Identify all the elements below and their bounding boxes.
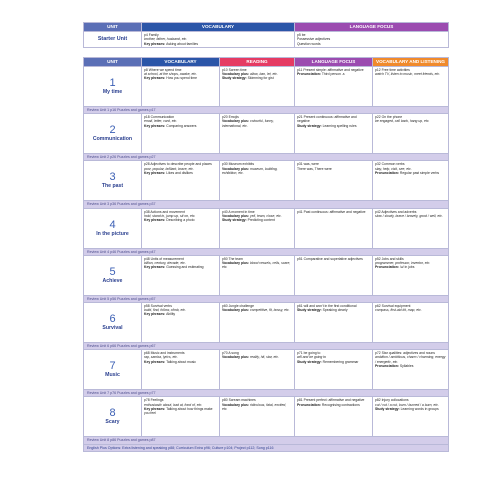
unit-cell xyxy=(84,161,142,201)
reading-cell xyxy=(220,208,295,248)
english-plus-text: English Plus Options: Extra listening and speaking p88; Curriculum Extra p96; Culture p104; Project p112; Song p116 xyxy=(84,444,449,451)
vl-topic: p32 Common verbs xyxy=(375,162,405,167)
reading-topic: p30 Museum exhibits xyxy=(222,162,255,167)
language-topic: p81 Present perfect: affirmative and negative xyxy=(297,398,365,403)
vl-topic: p72 Star qualities: adjectives and nouns xyxy=(375,351,435,356)
vocab-plus: museum, building, exhibition, etc. xyxy=(222,166,278,175)
language-topic: p51 Comparative and superlative adjectives xyxy=(297,256,363,261)
unit-name: Scary xyxy=(105,419,120,426)
vl-items: stay, help, visit, see, etc. xyxy=(375,166,412,171)
language-topic: p21 Present continuous: affirmative and negative xyxy=(297,115,357,124)
key-phrases-label: Key phrases: xyxy=(144,41,166,46)
unit-row xyxy=(84,208,449,248)
vocab-plus-label: Vocabulary plus: xyxy=(222,119,250,124)
review-row xyxy=(84,390,449,397)
header-vocabulary: VOCABULARY xyxy=(142,57,220,66)
review-link[interactable]: Review Unit 6 p66 Puzzles and games p67 xyxy=(84,343,449,350)
vocab-listening-cell xyxy=(373,208,449,248)
vl-extra-label: Pronunciation: xyxy=(375,170,399,175)
key-phrases-label: Key phrases: xyxy=(144,312,166,317)
vocab-items: poor, popular, brilliant, brave, etc. xyxy=(144,166,194,171)
starter-language-line: Possessive adjectives xyxy=(297,37,331,42)
key-phrases-label: Key phrases: xyxy=(144,218,166,223)
vl-topic: p62 Survival equipment xyxy=(375,304,411,309)
key-phrases-label: Key phrases: xyxy=(144,170,166,175)
vocabulary-cell xyxy=(142,67,220,107)
vocab-plus-label: Vocabulary plus: xyxy=(222,166,250,171)
vl-items: be engaged, call back, hang up, etc. xyxy=(375,119,430,124)
unit-name: In the picture xyxy=(96,230,129,237)
unit-cell xyxy=(84,397,142,437)
review-link[interactable]: Review Unit 1 p16 Puzzles and games p17 xyxy=(84,107,449,114)
language-topic: p11 Present simple: affirmative and negative xyxy=(297,68,364,73)
starter-language xyxy=(295,32,449,48)
vl-topic: p42 Adjectives and adverbs xyxy=(375,209,417,214)
key-phrases: Likes and dislikes xyxy=(166,170,193,175)
vocab-plus: reality, hit, star, etc. xyxy=(250,355,279,360)
vocab-items: email, letter, card, etc. xyxy=(144,119,178,124)
vocab-listening-cell xyxy=(373,255,449,295)
vocab-plus: yell, team, close, etc. xyxy=(250,213,282,218)
review-row xyxy=(84,154,449,161)
unit-cell xyxy=(84,208,142,248)
starter-unit-name: Starter Unit xyxy=(84,32,142,48)
vocab-topic: p18 Communication xyxy=(144,115,175,120)
language-topic: p41 Past continuous: affirmative and negative xyxy=(297,209,366,214)
vl-items: slow / slowly, brave / bravely, good / well, etc. xyxy=(375,213,443,218)
unit-name: Achieve xyxy=(102,277,123,284)
vocab-items: billion, century, decade, etc. xyxy=(144,261,186,266)
review-link[interactable]: Review Unit 4 p46 Puzzles and games p47 xyxy=(84,248,449,255)
vocab-plus-label: Vocabulary plus: xyxy=(222,355,250,360)
language-focus-cell xyxy=(295,350,373,390)
vocab-listening-cell xyxy=(373,67,449,107)
key-phrases: Comparing answers xyxy=(166,123,197,128)
language-extra-label: Study strategy: xyxy=(297,123,322,128)
vocab-plus-label: Vocabulary plus: xyxy=(222,213,250,218)
reading-cell xyxy=(220,303,295,343)
vocab-topic: p58 Survival verbs xyxy=(144,304,172,309)
vocab-plus-label: Vocabulary plus: xyxy=(222,402,250,407)
unit-row xyxy=(84,303,449,343)
language-topic: p71 be going to xyxy=(297,351,321,356)
reading-topic: p40 A moment in time xyxy=(222,209,255,214)
vocab-plus: colourful, funny, international, etc. xyxy=(222,119,274,128)
vocabulary-cell xyxy=(142,114,220,154)
key-phrases: Talking about music xyxy=(166,359,196,364)
english-plus-row xyxy=(84,444,449,451)
starter-language-line: p5 be xyxy=(297,33,306,38)
unit-name: Music xyxy=(105,372,120,379)
starter-header-language: LANGUAGE FOCUS xyxy=(295,23,449,32)
key-phrases-label: Key phrases: xyxy=(144,359,166,364)
study-strategy-label: Study strategy: xyxy=(222,76,247,81)
vocab-listening-cell xyxy=(373,397,449,437)
language-extra: There was, There were xyxy=(297,166,332,171)
key-phrases: Guessing and estimating xyxy=(166,265,204,270)
vocab-items: hold, stand in, jump up, sit on, etc. xyxy=(144,213,196,218)
starter-table xyxy=(83,22,449,48)
unit-cell xyxy=(84,67,142,107)
language-extra: Speaking clearly xyxy=(322,308,348,313)
vocab-plus-label: Vocabulary plus: xyxy=(222,72,250,77)
starter-language-line: Question words xyxy=(297,41,321,46)
language-extra: Third person -s xyxy=(321,72,345,77)
reading-cell xyxy=(220,114,295,154)
vocab-listening-cell xyxy=(373,114,449,154)
vl-extra-label: Pronunciation: xyxy=(375,363,399,368)
review-row xyxy=(84,343,449,350)
review-link[interactable]: Review Unit 5 p56 Puzzles and games p57 xyxy=(84,295,449,302)
language-extra-label: Study strategy: xyxy=(297,359,322,364)
unit-number: 7 xyxy=(109,360,116,373)
vl-extra-label: Study strategy: xyxy=(375,406,400,411)
unit-row xyxy=(84,67,449,107)
language-focus-cell xyxy=(295,303,373,343)
unit-cell xyxy=(84,114,142,154)
key-phrases-label: Key phrases: xyxy=(144,123,166,128)
vocab-topic: p68 Music and instruments xyxy=(144,351,185,356)
unit-name: Survival xyxy=(102,325,123,332)
vl-topic: p82 Injury collocations xyxy=(375,398,409,403)
syllabus-contents xyxy=(83,22,448,452)
study-strategy: Skimming for gist xyxy=(247,76,274,81)
unit-number: 8 xyxy=(109,407,116,420)
reading-cell xyxy=(220,255,295,295)
language-extra-label: Study strategy: xyxy=(297,308,322,313)
vocab-topic: p78 Feelings xyxy=(144,398,164,403)
language-extra: Remembering grammar xyxy=(322,359,359,364)
vocab-listening-cell xyxy=(373,161,449,201)
review-row xyxy=(84,437,449,444)
vocab-plus: competitive, fit, bossy, etc. xyxy=(250,308,290,313)
vocab-plus: ridiculous, fatal, excited, etc. xyxy=(222,402,287,411)
key-phrases: How you spend time xyxy=(166,76,197,81)
vocabulary-cell xyxy=(142,397,220,437)
vl-items: programmer, professor, inventor, etc. xyxy=(375,261,431,266)
vl-topic: p52 Jobs and skills xyxy=(375,256,404,261)
language-focus-cell xyxy=(295,67,373,107)
language-topic: p61 will and won't in the first conditional xyxy=(297,304,357,309)
study-strategy: Predicting content xyxy=(247,218,275,223)
language-focus-cell xyxy=(295,161,373,201)
vocab-plus-label: Vocabulary plus: xyxy=(222,308,250,313)
vocab-plus: blood vessels, cells, scare, etc. xyxy=(222,261,291,270)
vocabulary-cell xyxy=(142,161,220,201)
review-link[interactable]: Review Unit 8 p86 Puzzles and games p87 xyxy=(84,437,449,444)
unit-row xyxy=(84,350,449,390)
reading-cell xyxy=(220,67,295,107)
vl-extra: Syllables xyxy=(399,363,414,368)
starter-header-row xyxy=(84,23,449,32)
language-focus-cell xyxy=(295,255,373,295)
reading-topic: p10 Screen time xyxy=(222,68,247,73)
key-phrases-label: Key phrases: xyxy=(144,265,166,270)
vl-items: cut / cut / a cut, burn / burned / a burn, etc. xyxy=(375,402,439,407)
vocab-items: rap, samba, lyrics, etc. xyxy=(144,355,178,360)
key-phrases: Ability xyxy=(166,312,176,317)
unit-name: My time xyxy=(102,89,123,96)
language-subtopic: will and be going to xyxy=(297,355,327,360)
unit-name: Communication xyxy=(92,136,133,143)
vl-items: watch TV, listen to music, meet friends, etc. xyxy=(375,72,441,77)
review-link[interactable]: Review Unit 7 p76 Puzzles and games p77 xyxy=(84,390,449,397)
review-link[interactable]: Review Unit 3 p36 Puzzles and games p37 xyxy=(84,201,449,208)
vocab-topic: p8 Where we spend time xyxy=(144,68,182,73)
reading-topic: p20 Emojis xyxy=(222,115,239,120)
header-vocab-listening: VOCABULARY AND LISTENING xyxy=(373,57,449,66)
vl-topic: p12 Free time activities xyxy=(375,68,410,73)
vocab-plus-label: Vocabulary plus: xyxy=(222,261,250,266)
language-extra-label: Pronunciation: xyxy=(297,402,321,407)
vocab-items: build, find, follow, climb, etc. xyxy=(144,308,187,313)
vocabulary-cell xyxy=(142,208,220,248)
unit-cell xyxy=(84,303,142,343)
review-row xyxy=(84,107,449,114)
unit-row xyxy=(84,397,449,437)
unit-number: 6 xyxy=(109,313,116,326)
units-table xyxy=(83,57,449,452)
reading-cell xyxy=(220,350,295,390)
header-reading: READING xyxy=(220,57,295,66)
vocab-items: at school, at the shops, awake, etc. xyxy=(144,72,197,77)
language-extra-label: Pronunciation: xyxy=(297,72,321,77)
unit-number: 3 xyxy=(109,171,116,184)
reading-topic: p70 A song xyxy=(222,351,239,356)
unit-number: 4 xyxy=(109,218,116,231)
language-extra: Learning spelling rules xyxy=(322,123,357,128)
unit-name: The past xyxy=(101,183,124,190)
starter-header-vocabulary: VOCABULARY xyxy=(142,23,295,32)
vocabulary-cell xyxy=(142,303,220,343)
language-focus-cell xyxy=(295,397,373,437)
language-extra: Recognising contractions xyxy=(321,402,360,407)
reading-cell xyxy=(220,397,295,437)
vl-extra: Regular past simple verbs xyxy=(399,170,440,175)
vocabulary-cell xyxy=(142,350,220,390)
unit-number: 2 xyxy=(109,124,116,137)
reading-topic: p50 The team xyxy=(222,256,243,261)
vocab-listening-cell xyxy=(373,350,449,390)
unit-number: 1 xyxy=(109,77,116,90)
vl-extra-label: Pronunciation: xyxy=(375,265,399,270)
key-phrases-label: Key phrases: xyxy=(144,406,166,411)
header-language-focus: LANGUAGE FOCUS xyxy=(295,57,373,66)
vocab-topic: p28 Adjectives to describe people and places xyxy=(144,162,212,167)
reading-cell xyxy=(220,161,295,201)
review-row xyxy=(84,295,449,302)
vocab-items: enthusiastic about, bad at, fond of, etc. xyxy=(144,402,203,407)
language-topic: p31 was, were xyxy=(297,162,319,167)
unit-cell xyxy=(84,350,142,390)
starter-vocab-words: brother, father, husband, etc. xyxy=(144,37,188,42)
starter-vocab-page: p4 Family xyxy=(144,33,159,38)
vl-items: compass, first-aid kit, map, etc. xyxy=(375,308,422,313)
vocab-listening-cell xyxy=(373,303,449,343)
key-phrases-label: Key phrases: xyxy=(144,76,166,81)
header-unit: UNIT xyxy=(84,57,142,66)
units-header-row xyxy=(84,57,449,66)
reading-topic: p80 Scream machines xyxy=(222,398,256,403)
starter-row xyxy=(84,32,449,48)
reading-topic: p60 Jungle challenge xyxy=(222,304,255,309)
unit-row xyxy=(84,161,449,201)
vocab-plus: allow, ban, let, etc. xyxy=(250,72,278,77)
unit-number: 5 xyxy=(109,265,116,278)
starter-vocab xyxy=(142,32,295,48)
unit-row xyxy=(84,255,449,295)
vocab-topic: p38 Actions and movement xyxy=(144,209,185,214)
starter-key-phrases: Asking about families xyxy=(166,41,199,46)
vl-topic: p22 On the phone xyxy=(375,115,403,120)
vl-extra: /ə/ in jobs xyxy=(399,265,415,270)
review-link[interactable]: Review Unit 2 p26 Puzzles and games p27 xyxy=(84,154,449,161)
review-row xyxy=(84,248,449,255)
key-phrases: Talking about how things make you feel xyxy=(144,406,213,416)
starter-header-unit: UNIT xyxy=(84,23,142,32)
unit-cell xyxy=(84,255,142,295)
vl-items: ambition / ambitious, charm / charming, energy / energetic, etc. xyxy=(375,355,446,364)
vocabulary-cell xyxy=(142,255,220,295)
study-strategy-label: Study strategy: xyxy=(222,218,247,223)
vocab-topic: p48 Units of measurement xyxy=(144,256,184,261)
unit-row xyxy=(84,114,449,154)
review-row xyxy=(84,201,449,208)
language-focus-cell xyxy=(295,208,373,248)
vl-extra: Learning words in groups xyxy=(400,406,439,411)
language-focus-cell xyxy=(295,114,373,154)
key-phrases: Describing a photo xyxy=(166,218,195,223)
